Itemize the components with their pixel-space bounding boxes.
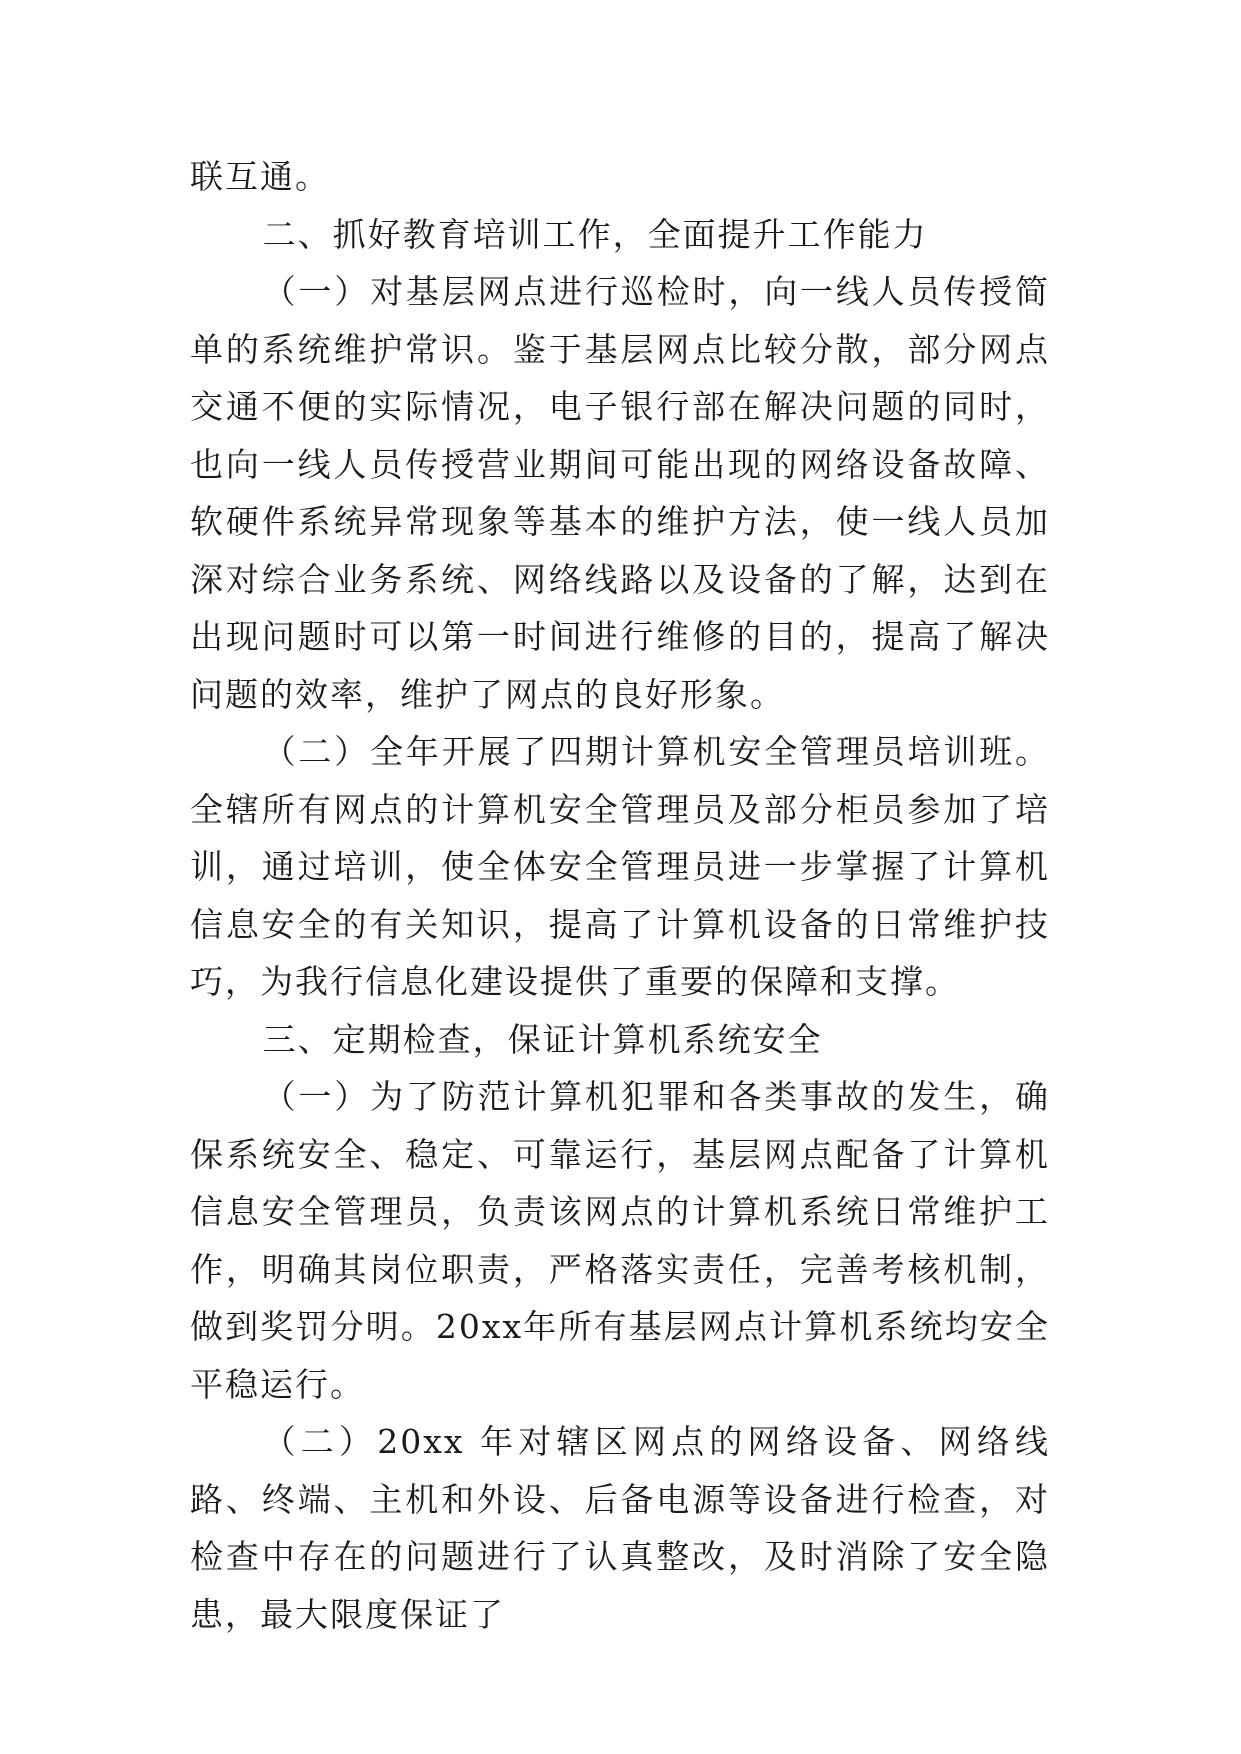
paragraph-2-1: （一）对基层网点进行巡检时，向一线人员传授简单的系统维护常识。鉴于基层网点比较分散，部分网点交通不便的实际情况，电子银行部在解决问题的同时，也向一线人员传授营业期间可能出现的网络设备故障、软硬件系统异常现象等基本的维护方法，使一线人员加深对综合业务系统、网络线路以及设备的了解，达到在出现问题时可以第一时间进行维修的目的，提高了解决问题的效率，维护了网点的良好形象。 [190, 272, 1050, 714]
section-heading-3: 三、定期检查，保证计算机系统安全 [262, 1019, 823, 1059]
paragraph-3-1: （一）为了防范计算机犯罪和各类事故的发生，确保系统安全、稳定、可靠运行，基层网点配备了计算机信息安全管理员，负责该网点的计算机系统日常维护工作，明确其岗位职责，严格落实责任，完善考核机制，做到奖罚分明。20xx年所有基层网点计算机系统均安全平稳运行。 [190, 1077, 1050, 1404]
paragraph-continuation: 联互通。 [190, 157, 330, 196]
paragraph-2-2: （二）全年开展了四期计算机安全管理员培训班。全辖所有网点的计算机安全管理员及部分柜员参加了培训，通过培训，使全体安全管理员进一步掌握了计算机信息安全的有关知识，提高了计算机设备的日常维护技巧，为我行信息化建设提供了重要的保障和支撑。 [190, 732, 1050, 1001]
section-heading-2: 二、抓好教育培训工作，全面提升工作能力 [262, 214, 928, 254]
document-body [190, 148, 1050, 1643]
paragraph-3-2: （二）20xx 年对辖区网点的网络设备、网络线路、终端、主机和外设、后备电源等设备进行检查，对检查中存在的问题进行了认真整改，及时消除了安全隐患，最大限度保证了 [190, 1422, 1050, 1634]
